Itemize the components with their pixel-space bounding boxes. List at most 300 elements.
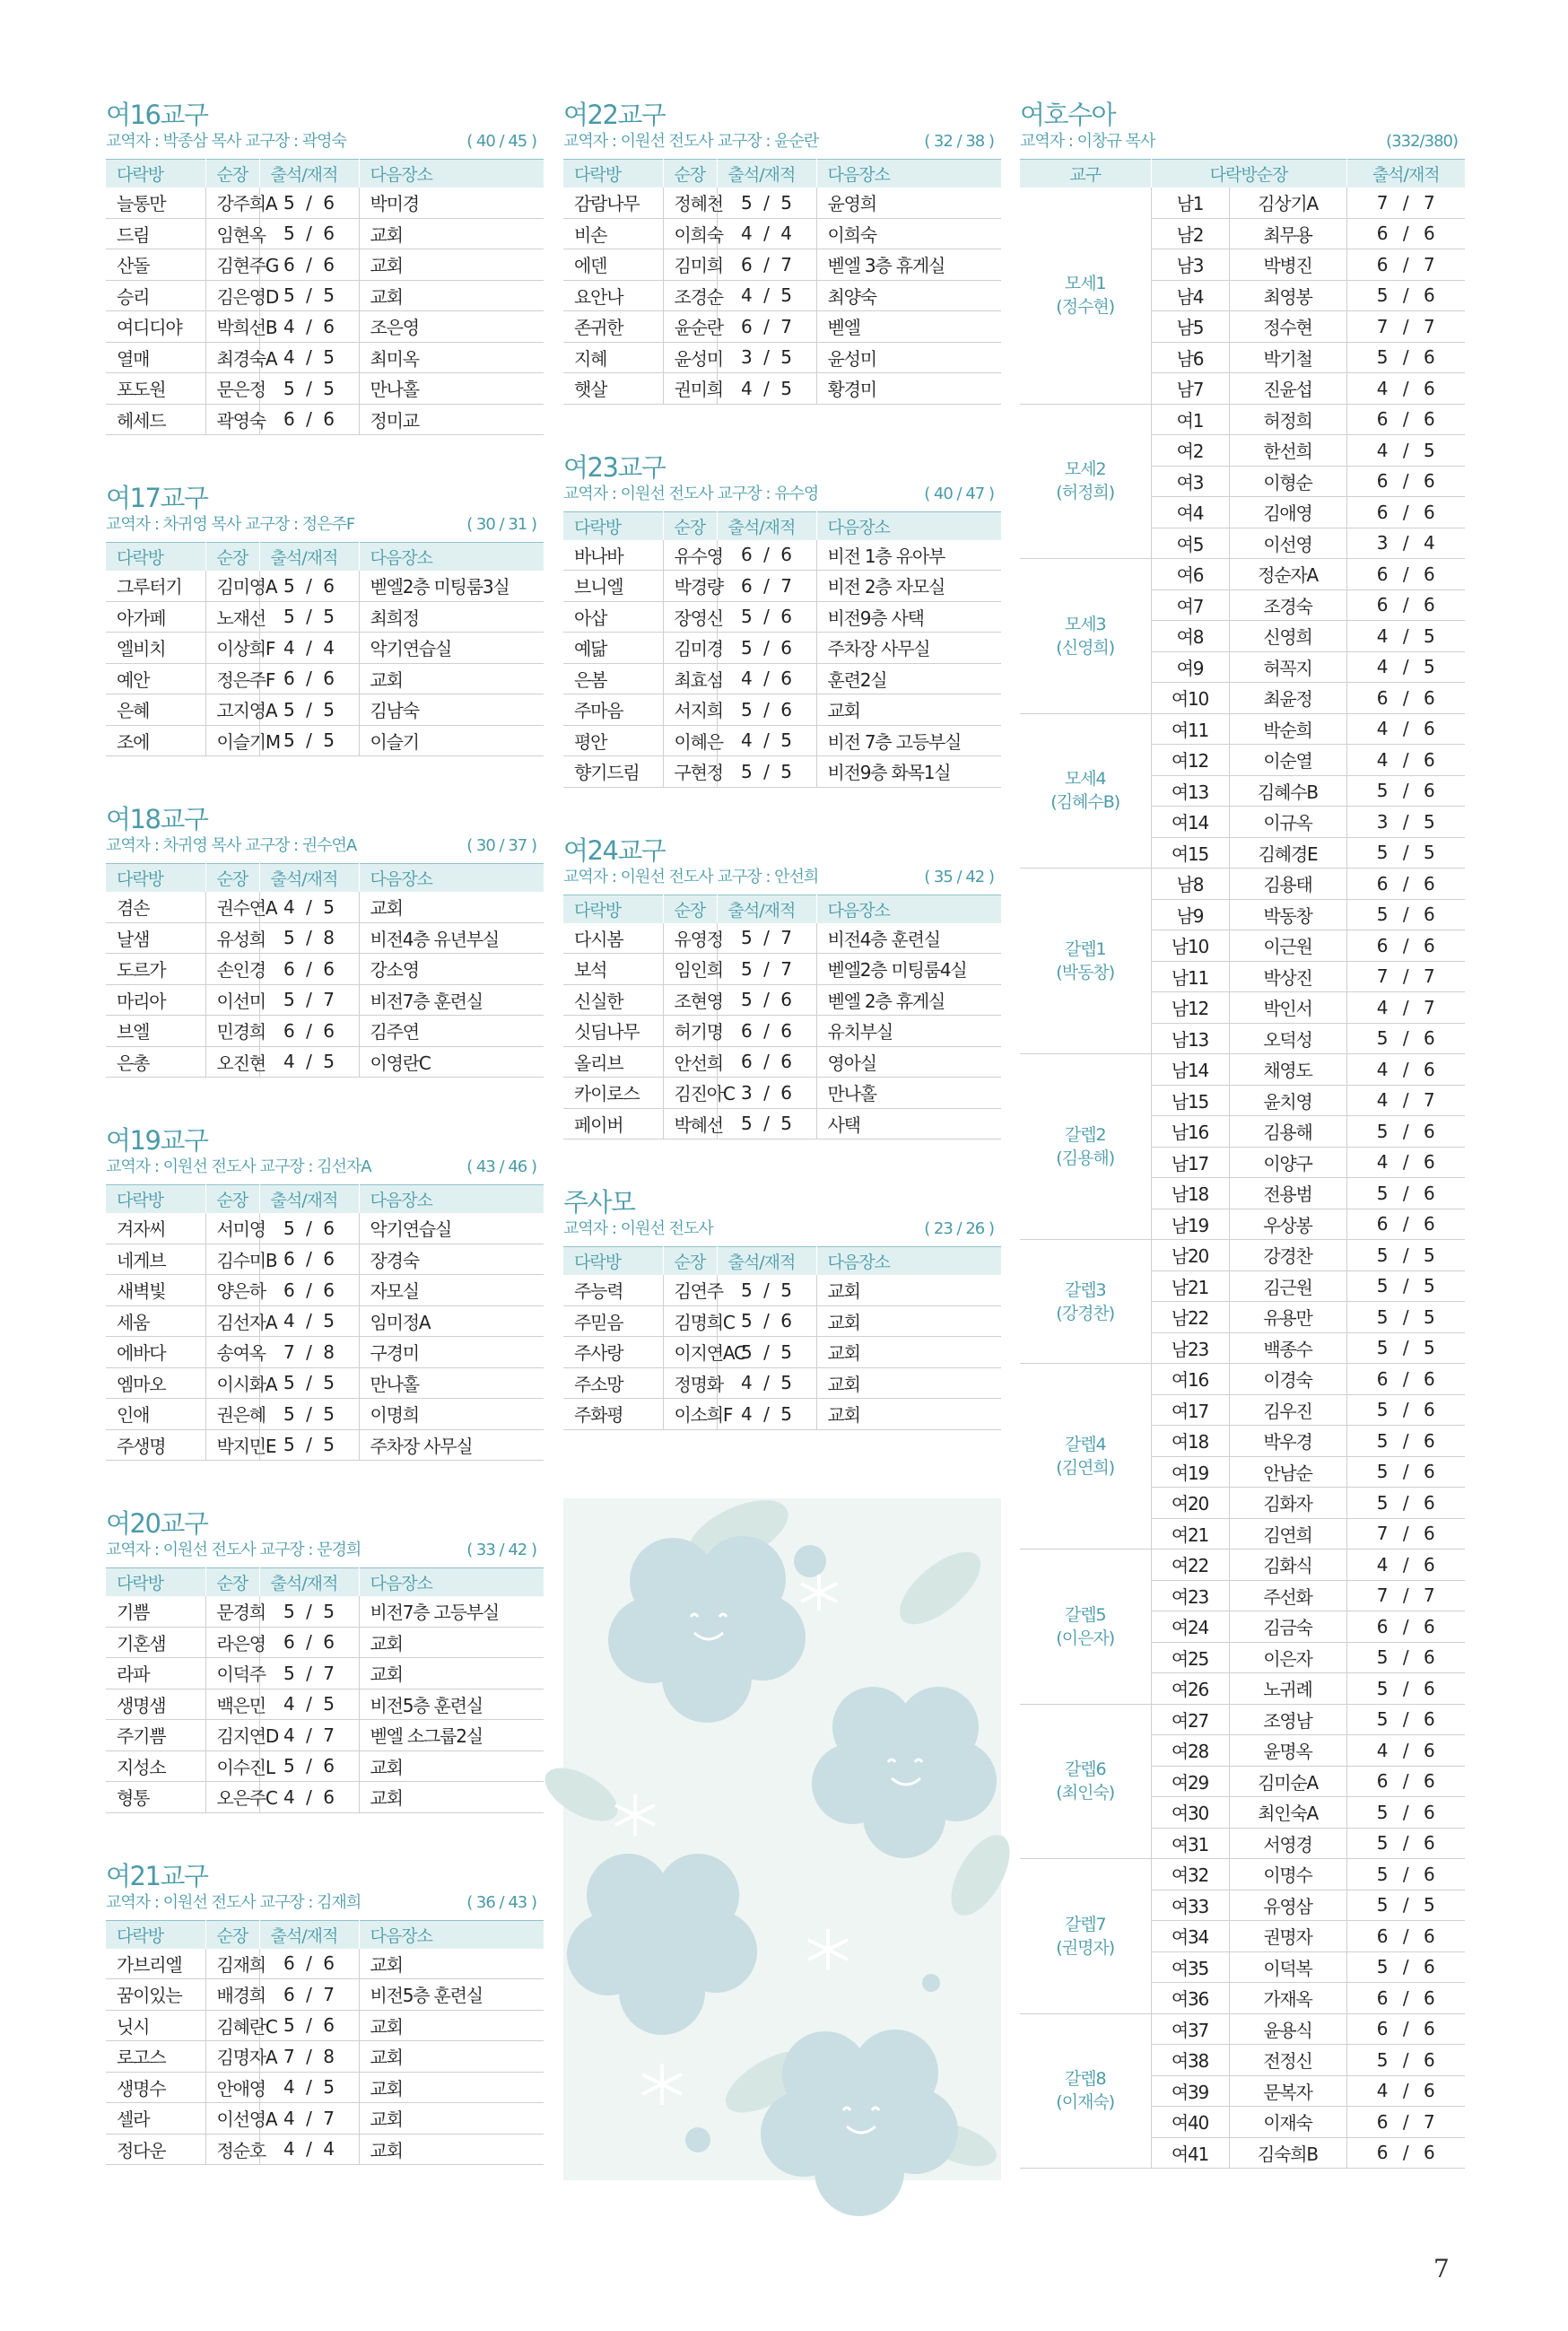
leader-name: 최인숙A: [1229, 1797, 1346, 1829]
attendance: 4 / 6: [1346, 1550, 1465, 1581]
room-name: 카이로스: [563, 1078, 663, 1109]
room-code: 남10: [1151, 930, 1229, 962]
next-place: 사택: [816, 1108, 1001, 1139]
attendance: 5 / 6: [717, 601, 816, 633]
leader-name: 김혜수B: [1229, 775, 1346, 807]
attendance: 6 / 6: [259, 1244, 359, 1275]
room-name: 에덴: [563, 249, 663, 281]
group-leader: (권명자): [1056, 1937, 1115, 1958]
attendance: 6 / 6: [259, 1949, 359, 1979]
room-name: 주능력: [563, 1275, 663, 1305]
room-name: 페이버: [563, 1108, 663, 1139]
attendance: 5 / 6: [1346, 1859, 1465, 1890]
column-header: 다음장소: [816, 895, 1001, 923]
table-row: [106, 1949, 544, 1979]
leader-name: 김화자: [1229, 1488, 1346, 1519]
leader-name: 유영정: [663, 923, 717, 954]
room-name: 주소망: [563, 1367, 663, 1399]
attendance: 5 / 6: [259, 188, 359, 218]
next-place: 교회: [359, 1658, 544, 1689]
table-row: [1020, 404, 1465, 435]
column-header: 다음장소: [359, 1920, 544, 1949]
section-table: [563, 511, 1001, 788]
group-name: 모세3: [1064, 614, 1106, 634]
attendance: 5 / 5: [1346, 1302, 1465, 1333]
room-code: 남3: [1151, 249, 1229, 281]
section-staff: 교역자 : 이원선 전도사 교구장 : 문경희: [106, 1541, 362, 1559]
leader-name: 박희선B: [205, 311, 259, 343]
attendance: 4 / 6: [717, 663, 816, 694]
next-place: 유치부실: [816, 1016, 1001, 1047]
leader-name: 이경숙: [1229, 1364, 1346, 1395]
leader-name: 문복자: [1229, 2075, 1346, 2107]
leader-name: 임인희: [663, 954, 717, 985]
table-header-row: [563, 895, 1001, 923]
attendance: 4 / 5: [717, 373, 816, 405]
table-row: [1020, 1550, 1465, 1581]
section-staff: 교역자 : 박종삼 목사 교구장 : 곽영숙: [106, 132, 346, 151]
table-row: [106, 2134, 544, 2165]
room-code: 남17: [1151, 1147, 1229, 1178]
room-name: 여디디야: [106, 311, 205, 343]
group-leader: (김연희): [1056, 1458, 1115, 1478]
table-row: [106, 694, 544, 726]
leader-name: 이지연AC: [663, 1337, 717, 1368]
section-col1-3: [106, 1124, 544, 1461]
section-total: ( 40 / 45 ): [466, 132, 536, 151]
attendance: 5 / 6: [1346, 1394, 1465, 1426]
room-name: 그루터기: [106, 571, 205, 601]
attendance: 6 / 6: [1346, 2137, 1465, 2169]
leader-name: 김수미B: [205, 1244, 259, 1275]
column-header: 다음장소: [359, 543, 544, 572]
table-row: [1020, 1364, 1465, 1395]
leader-name: 박경량: [663, 571, 717, 602]
table-row: [1020, 2013, 1465, 2045]
section-staff: 교역자 : 차귀영 목사 교구장 : 정은주F: [106, 515, 355, 534]
room-code: 여36: [1151, 1983, 1229, 2014]
attendance: 4 / 5: [1346, 651, 1465, 683]
column-header: 출석/재적: [259, 864, 359, 893]
leader-name: 김상기A: [1229, 188, 1346, 218]
room-code: 여41: [1151, 2137, 1229, 2169]
section-table: [563, 895, 1001, 1140]
room-name: 지성소: [106, 1750, 205, 1782]
room-code: 여20: [1151, 1488, 1229, 1519]
column-header: 다음장소: [359, 160, 544, 188]
next-place: 윤성미: [816, 342, 1001, 373]
group-name: 모세2: [1064, 459, 1106, 480]
attendance: 6 / 7: [717, 311, 816, 343]
attendance: 4 / 5: [717, 1367, 816, 1399]
leader-name: 우상봉: [1229, 1209, 1346, 1240]
column-3: [1020, 99, 1465, 2215]
leader-name: 전정신: [1229, 2045, 1346, 2076]
leader-name: 김은영D: [205, 280, 259, 311]
next-place: 교회: [359, 2134, 544, 2165]
room-name: 새벽빛: [106, 1275, 205, 1306]
next-place: 비전5층 훈련실: [359, 1689, 544, 1720]
table-row: [106, 1689, 544, 1720]
leader-name: 진윤섭: [1229, 373, 1346, 405]
next-place: 비전5층 훈련실: [359, 1979, 544, 2011]
leader-name: 김혜란C: [205, 2010, 259, 2041]
room-name: 주믿음: [563, 1305, 663, 1337]
table-row: [106, 1979, 544, 2011]
attendance: 6 / 6: [259, 249, 359, 281]
attendance: 5 / 6: [1346, 1456, 1465, 1488]
table-row: [106, 1782, 544, 1813]
leader-name: 김금숙: [1229, 1611, 1346, 1643]
attendance: 5 / 5: [259, 280, 359, 311]
table-row: [1020, 1240, 1465, 1271]
room-name: 아가페: [106, 601, 205, 633]
leader-name: 최효섬: [663, 663, 717, 694]
room-name: 주생명: [106, 1429, 205, 1461]
room-name: 올리브: [563, 1046, 663, 1078]
leader-name: 김현주G: [205, 249, 259, 281]
joshua-table: [1020, 159, 1465, 2169]
room-code: 여29: [1151, 1766, 1229, 1797]
next-place: 비전7층 훈련실: [359, 984, 544, 1016]
attendance: 5 / 5: [259, 1429, 359, 1461]
table-row: [563, 218, 1001, 249]
attendance: 6 / 6: [1346, 559, 1465, 590]
leader-name: 박상진: [1229, 961, 1346, 992]
section-table: [106, 1184, 544, 1461]
next-place: 비전 1층 유아부: [816, 540, 1001, 571]
attendance: 6 / 6: [1346, 589, 1465, 621]
column-header: 다음장소: [816, 511, 1001, 540]
next-place: 교회: [816, 1337, 1001, 1368]
group-leader: (김혜수B): [1050, 792, 1120, 813]
section-total: ( 32 / 38 ): [924, 132, 994, 151]
group-name: 갈렙5: [1064, 1604, 1106, 1625]
attendance: 6 / 7: [1346, 2107, 1465, 2138]
table-header-row: [106, 1568, 544, 1597]
leader-name: 김미순A: [1229, 1766, 1346, 1797]
room-code: 여26: [1151, 1673, 1229, 1705]
column-header: 다락방: [106, 1185, 205, 1214]
attendance: 6 / 6: [259, 404, 359, 435]
table-row: [1020, 1859, 1465, 1890]
attendance: 6 / 6: [259, 1627, 359, 1658]
column-header: 교구: [1020, 160, 1151, 188]
section-title: 여17교구: [106, 483, 208, 513]
leader-name: 김연희: [1229, 1518, 1346, 1550]
page-number: 7: [1433, 2254, 1450, 2283]
room-name: 조에: [106, 725, 205, 756]
next-place: 이슬기: [359, 725, 544, 756]
leader-name: 정순호: [205, 2134, 259, 2165]
leader-name: 이혜은: [663, 725, 717, 756]
next-place: 악기연습실: [359, 633, 544, 664]
column-header: 다락방순장: [1151, 160, 1346, 188]
attendance: 6 / 6: [1346, 683, 1465, 714]
group-cell: [1020, 1859, 1151, 2014]
leader-name: 김명희C: [663, 1305, 717, 1337]
table-row: [563, 1305, 1001, 1337]
table-header-row: [106, 864, 544, 893]
table-row: [106, 922, 544, 954]
leader-name: 배경희: [205, 1979, 259, 2011]
next-place: 교회: [359, 2041, 544, 2073]
room-code: 여30: [1151, 1797, 1229, 1829]
room-name: 늘통만: [106, 188, 205, 218]
attendance: 6 / 7: [259, 1979, 359, 2011]
room-code: 여21: [1151, 1518, 1229, 1550]
leader-name: 오진현: [205, 1046, 259, 1078]
room-code: 남7: [1151, 373, 1229, 405]
attendance: 5 / 6: [1346, 280, 1465, 311]
attendance: 5 / 5: [1346, 1270, 1465, 1302]
table-header-row: [106, 1920, 544, 1949]
group-cell: [1020, 1704, 1151, 1859]
leader-name: 정혜천: [663, 188, 717, 218]
attendance: 4 / 5: [259, 1046, 359, 1078]
leader-name: 한선희: [1229, 435, 1346, 467]
table-row: [563, 756, 1001, 788]
leader-name: 박지민E: [205, 1429, 259, 1461]
table-row: [563, 725, 1001, 756]
leader-name: 이덕복: [1229, 1951, 1346, 1983]
attendance: 5 / 6: [259, 2010, 359, 2041]
room-name: 향기드림: [563, 756, 663, 788]
room-code: 여27: [1151, 1704, 1229, 1735]
next-place: 최희정: [359, 601, 544, 633]
room-code: 남23: [1151, 1332, 1229, 1364]
section-meta: [563, 131, 1001, 153]
attendance: 3 / 4: [1346, 528, 1465, 559]
leader-name: 유수영: [663, 540, 717, 571]
room-name: 브엘: [106, 1016, 205, 1047]
column-header: 출석/재적: [259, 1185, 359, 1214]
room-name: 생명수: [106, 2072, 205, 2103]
section-total: ( 23 / 26 ): [924, 1219, 994, 1238]
section-col1-4: [106, 1507, 544, 1813]
table-row: [563, 540, 1001, 571]
attendance: 5 / 6: [259, 571, 359, 601]
column-header: 순장: [205, 1920, 259, 1949]
attendance: 4 / 7: [1346, 1085, 1465, 1116]
leader-name: 김용해: [1229, 1116, 1346, 1148]
next-place: 이명희: [359, 1399, 544, 1430]
room-code: 남4: [1151, 280, 1229, 311]
column-header: 다락방: [106, 160, 205, 188]
group-cell: [1020, 404, 1151, 559]
next-place: 주차장 사무실: [359, 1429, 544, 1461]
section-col1-5: [106, 1860, 544, 2166]
attendance: 4 / 5: [259, 342, 359, 373]
next-place: 교회: [359, 2010, 544, 2041]
star-shape: [615, 1794, 655, 1836]
room-name: 네게브: [106, 1244, 205, 1275]
group-cell: [1020, 559, 1151, 714]
star-shape: [801, 1575, 837, 1611]
section-meta: [563, 867, 1001, 888]
table-row: [563, 923, 1001, 954]
flower-4: [761, 2030, 958, 2216]
leader-name: 조영남: [1229, 1704, 1346, 1735]
section-joshua: [1020, 99, 1465, 2169]
leader-name: 김지연D: [205, 1720, 259, 1751]
attendance: 4 / 5: [259, 2072, 359, 2103]
attendance: 4 / 5: [1346, 621, 1465, 652]
attendance: 4 / 6: [259, 1782, 359, 1813]
next-place: 교회: [816, 694, 1001, 726]
room-name: 닛시: [106, 2010, 205, 2041]
room-name: 지혜: [563, 342, 663, 373]
leader-name: 허꼭지: [1229, 651, 1346, 683]
table-row: [563, 249, 1001, 281]
section-col2-2: [563, 834, 1001, 1140]
attendance: 4 / 5: [259, 1305, 359, 1337]
leader-name: 정명화: [663, 1367, 717, 1399]
attendance: 5 / 5: [259, 694, 359, 726]
leader-name: 박순희: [1229, 713, 1346, 745]
room-name: 셀라: [106, 2103, 205, 2135]
attendance: 5 / 5: [259, 373, 359, 405]
next-place: 비전4층 훈련실: [816, 923, 1001, 954]
leader-name: 이수진L: [205, 1750, 259, 1782]
table-row: [106, 2041, 544, 2073]
column-header: 순장: [663, 160, 717, 188]
room-name: 주사랑: [563, 1337, 663, 1368]
group-leader: (신영희): [1056, 637, 1115, 658]
dot-shape: [922, 1974, 940, 1992]
group-name: 갈렙8: [1064, 2069, 1106, 2090]
next-place: 벧엘 소그룹2실: [359, 1720, 544, 1751]
attendance: 5 / 6: [1346, 1673, 1465, 1705]
table-header-row: [563, 511, 1001, 540]
room-code: 여38: [1151, 2045, 1229, 2076]
table-row: [563, 1399, 1001, 1430]
section-table: [106, 159, 544, 435]
room-name: 기쁨: [106, 1596, 205, 1627]
column-header: 다음장소: [359, 1568, 544, 1597]
attendance: 6 / 7: [717, 249, 816, 281]
leader-name: 김재희: [205, 1949, 259, 1979]
leader-name: 김용태: [1229, 869, 1346, 900]
table-row: [563, 1016, 1001, 1047]
table-row: [563, 601, 1001, 633]
next-place: 벧엘2층 미팅룸4실: [816, 954, 1001, 985]
room-name: 정다운: [106, 2134, 205, 2165]
table-row: [106, 1627, 544, 1658]
section-col1-1: [106, 482, 544, 756]
leader-name: 이선영: [1229, 528, 1346, 559]
table-row: [563, 984, 1001, 1016]
star-shape: [642, 2064, 682, 2105]
leader-name: 채영도: [1229, 1054, 1346, 1086]
next-place: 교회: [359, 1949, 544, 1979]
attendance: 6 / 6: [1346, 2013, 1465, 2045]
table-row: [106, 342, 544, 373]
leader-name: 정수현: [1229, 311, 1346, 343]
next-place: 악기연습실: [359, 1213, 544, 1244]
table-row: [106, 311, 544, 343]
leader-name: 이상희F: [205, 633, 259, 664]
leader-name: 양은하: [205, 1275, 259, 1306]
attendance: 6 / 6: [259, 663, 359, 694]
section-title: 여18교구: [106, 804, 208, 834]
attendance: 4 / 5: [717, 725, 816, 756]
room-code: 여2: [1151, 435, 1229, 467]
next-place: 비전9층 사택: [816, 601, 1001, 633]
leader-name: 유성희: [205, 922, 259, 954]
leader-name: 강경찬: [1229, 1240, 1346, 1271]
attendance: 4 / 6: [1346, 373, 1465, 405]
leader-name: 김미영A: [205, 571, 259, 601]
room-code: 남2: [1151, 218, 1229, 249]
leader-name: 서영경: [1229, 1828, 1346, 1859]
column-header: 다음장소: [816, 1247, 1001, 1276]
attendance: 4 / 7: [1346, 992, 1465, 1024]
column-header: 순장: [205, 543, 259, 572]
table-row: [563, 1108, 1001, 1139]
room-code: 여28: [1151, 1735, 1229, 1767]
column-header: 출석/재적: [259, 160, 359, 188]
attendance: 5 / 6: [1346, 1642, 1465, 1673]
section-title: 주사모: [563, 1187, 635, 1218]
leader-name: 김연주: [663, 1275, 717, 1305]
leader-name: 이은자: [1229, 1642, 1346, 1673]
attendance: 5 / 7: [259, 1658, 359, 1689]
table-row: [563, 373, 1001, 405]
room-code: 남1: [1151, 188, 1229, 218]
attendance: 6 / 6: [1346, 1766, 1465, 1797]
attendance: 7 / 8: [259, 1337, 359, 1368]
next-place: 영아실: [816, 1046, 1001, 1078]
leader-name: 곽영숙: [205, 404, 259, 435]
attendance: 6 / 6: [717, 1046, 816, 1078]
group-leader: (박동창): [1056, 963, 1115, 982]
table-row: [563, 1275, 1001, 1305]
leader-name: 박혜선: [663, 1108, 717, 1139]
column-header: 출석/재적: [1346, 160, 1465, 188]
table-row: [1020, 869, 1465, 900]
room-code: 여32: [1151, 1859, 1229, 1890]
attendance: 5 / 5: [717, 1108, 816, 1139]
room-code: 여14: [1151, 807, 1229, 838]
leader-name: 윤용식: [1229, 2013, 1346, 2045]
room-code: 여35: [1151, 1951, 1229, 1983]
room-name: 인애: [106, 1399, 205, 1430]
next-place: 교회: [359, 218, 544, 249]
leader-name: 이규옥: [1229, 807, 1346, 838]
table-row: [563, 694, 1001, 726]
leader-name: 구현정: [663, 756, 717, 788]
section-total: (332/380): [1386, 132, 1458, 151]
room-code: 여1: [1151, 404, 1229, 435]
leader-name: 안애영: [205, 2072, 259, 2103]
room-code: 남15: [1151, 1085, 1229, 1116]
next-place: 정미교: [359, 404, 544, 435]
room-code: 여33: [1151, 1890, 1229, 1921]
next-place: 구경미: [359, 1337, 544, 1368]
next-place: 벧엘: [816, 311, 1001, 343]
leader-name: 라은영: [205, 1627, 259, 1658]
table-row: [106, 663, 544, 694]
room-code: 남16: [1151, 1116, 1229, 1148]
attendance: 6 / 6: [1346, 497, 1465, 528]
next-place: 벧엘 3층 휴게실: [816, 249, 1001, 281]
attendance: 4 / 5: [259, 1689, 359, 1720]
attendance: 7 / 7: [1346, 961, 1465, 992]
group-leader: (정수현): [1056, 297, 1115, 318]
attendance: 5 / 6: [1346, 1488, 1465, 1519]
leader-name: 이희숙: [663, 218, 717, 249]
